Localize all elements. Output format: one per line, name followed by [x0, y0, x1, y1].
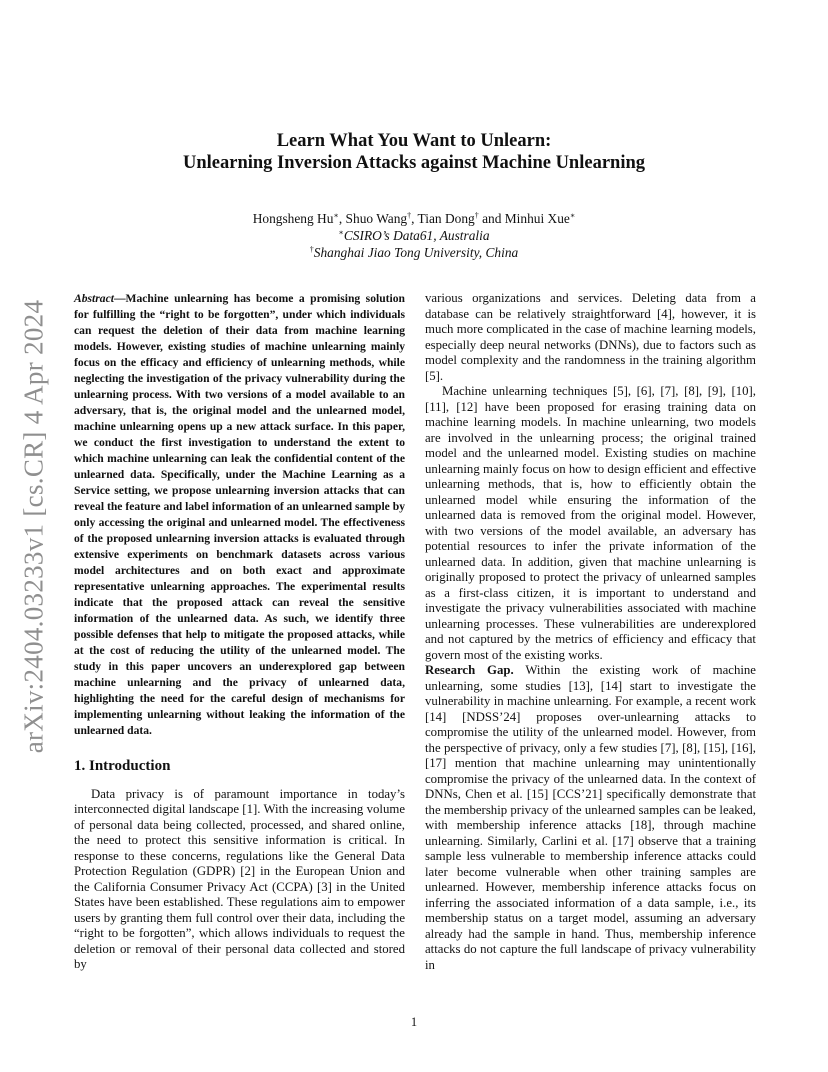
affiliation-1	[0, 227, 828, 244]
author-2: , Shuo Wang	[338, 211, 408, 226]
author-1: Hongsheng Hu	[252, 211, 334, 226]
research-gap-label: Research Gap.	[425, 663, 514, 677]
page-number: 1	[410, 1015, 418, 1029]
affiliation-2	[0, 244, 828, 261]
affiliation-2-mark: †	[309, 245, 314, 254]
affiliation-1-mark: ∗	[338, 228, 344, 237]
arxiv-identifier-text: arXiv:2404.03233v1 [cs.CR] 4 Apr 2024	[18, 299, 49, 753]
author-block	[0, 210, 828, 261]
author-names	[0, 210, 828, 227]
affiliation-1-text: CSIRO’s Data61, Australia	[343, 228, 490, 243]
title-line-1: Learn What You Want to Unlearn:	[276, 131, 552, 151]
abstract	[74, 291, 405, 739]
author-1-mark: ∗	[333, 211, 339, 220]
author-4: and Minhui Xue	[478, 211, 570, 226]
paper-title	[0, 130, 828, 174]
introduction-paragraph-1: Data privacy is of paramount importance in today’s interconnected digital landscape [1]. With the increasing volume of personal data being collected, processed, and shared online, the need to protect this sensitive information is critical. In response to these concerns, regulations like the General Data Protection Regulation (GDPR) [2] in the European Union and the California Consumer Privacy Act (CCPA) [3] in the United States have been established. These regulations aim to empower users by granting them full control over their data, including the “right to be forgotten”, which allows individuals to request the deletion or removal of their personal data collected and stored by	[74, 786, 405, 971]
arxiv-identifier-stamp	[14, 293, 54, 759]
introduction-heading: 1. Introduction	[74, 758, 171, 774]
right-paragraph-2: Machine unlearning techniques [5], [6], [7], [8], [9], [10], [11], [12] have been proposed for erasing training data on machine learning models. In machine unlearning, two models are involved in the unlearning process; the original trained model and the unlearned model. Existing studies on machine unlearning mainly focus on how to design efficient and effective unlearning methods, that is, how to efficiently obtain the unlearned model while ensuring the information of the unlearned data is removed from the original model. However, with two versions of the model available, an adversary has potential resources to infer the private information of the unlearned data. In addition, given that machine unlearning is originally proposed to protect the privacy of unlearned samples as a first-class citizen, it is important to understand and investigate the privacy vulnerabilities associated with machine unlearning processes. These vulnerabilities are underexplored and not captured by the metrics of efficiency and efficacy that govern most of the existing works.	[425, 384, 756, 662]
title-line-2: Unlearning Inversion Attacks against Machine Unlearning	[182, 153, 646, 173]
right-paragraph-1: various organizations and services. Deleting data from a database can be relatively straightforward [4], however, it is much more complicated in the case of machine learning models, especially deep neural networks (DNNs), due to factors such as model complexity and the randomness in the training algorithm [5].	[425, 291, 756, 383]
author-4-mark: ∗	[569, 211, 576, 220]
author-3-mark: †	[474, 211, 479, 220]
right-column	[425, 291, 756, 973]
affiliation-2-text: Shanghai Jiao Tong University, China	[313, 245, 519, 260]
left-column	[74, 291, 405, 973]
research-gap-paragraph	[425, 663, 756, 973]
author-2-mark: †	[407, 211, 412, 220]
abstract-label: Abstract	[74, 292, 114, 305]
author-3: , Tian Dong	[411, 211, 475, 226]
abstract-text: —Machine unlearning has become a promising solution for fulfilling the “right to be forgotten”, under which individuals can request the deletion of their data from machine learning models. However, existing studies of machine unlearning mainly focus on the efficacy and efficiency of unlearning methods, while neglecting the investigation of the privacy vulnerability during the unlearning process. With two versions of a model available to an adversary, that is, the original model and the unlearned model, machine unlearning opens up a new attack surface. In this paper, we conduct the first investigation to understand the extent to which machine unlearning can leak the confidential content of the unlearned data. Specifically, under the Machine Learning as a Service setting, we propose unlearning inversion attacks that can reveal the feature and label information of an unlearned sample by only accessing the original and unlearned model. The effectiveness of the proposed unlearning inversion attacks is evaluated through extensive experiments on benchmark datasets across various model architectures and on both exact and approximate representative unlearning approaches. The experimental results indicate that the proposed attack can reveal the sensitive information of the unlearned data. As such, we identify three possible defenses that help to mitigate the proposed attacks, while at the cost of reducing the utility of the unlearned model. The study in this paper uncovers an underexplored gap between machine unlearning and the privacy of unlearned data, highlighting the need for the careful design of mechanisms for implementing unlearning without leaking the information of the unlearned data.	[74, 292, 405, 737]
research-gap-text: Within the existing work of machine unlearning, some studies [13], [14] start to investigate the vulnerability in machine unlearning. For example, a recent work [14] [NDSS’24] proposes over-unlearning attacks to compromise the utility of the unlearned model. However, from the perspective of privacy, only a few studies [7], [8], [15], [16], [17] mention that machine unlearning may unintentionally compromise the privacy of the unlearned data. In the context of DNNs, Chen et al. [15] [CCS’21] specifically demonstrate that the membership privacy of the unlearned samples can be leaked, with membership inference attacks [18], through machine unlearning. Similarly, Carlini et al. [17] observe that a training sample less vulnerable to membership inference attacks could later become vulnerable when other training samples are unlearned. However, membership inference attacks focus on inferring the associated information of a data sample, i.e., its membership status on a target model, assuming an adversary already had the sample in hand. Thus, membership inference attacks do not capture the full landscape of privacy vulnerability in	[425, 663, 756, 972]
